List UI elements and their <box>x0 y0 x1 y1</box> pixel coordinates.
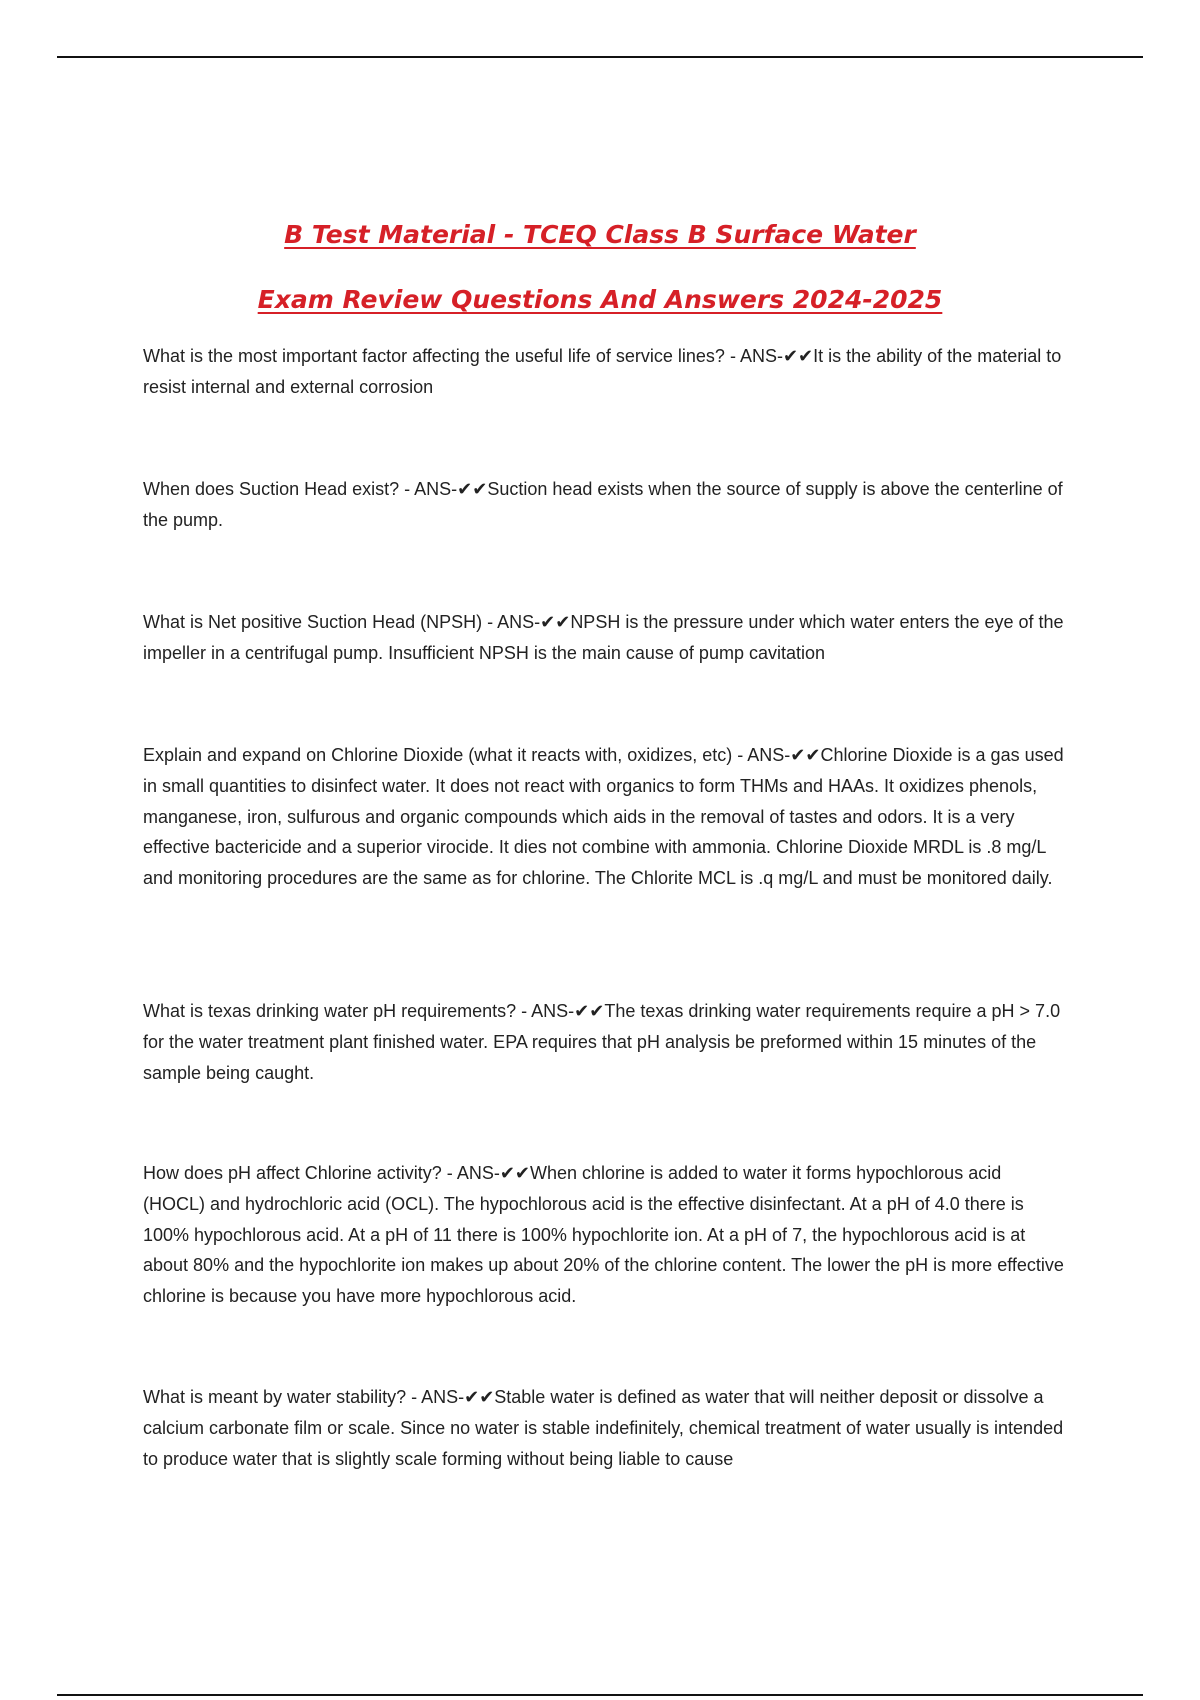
qa-answer: The texas drinking water requirements require a pH > 7.0 for the water treatment plant finished water. EPA requires that pH analysis be preformed within 15 minutes of the sample being caught. <box>143 1001 1061 1083</box>
qa-question: What is meant by water stability? - ANS-✔✔ <box>143 1387 495 1407</box>
qa-question: When does Suction Head exist? - ANS-✔✔ <box>143 479 488 499</box>
qa-answer: Suction head exists when the source of supply is above the centerline of the pump. <box>143 479 1063 530</box>
qa-item-7 <box>143 1382 1068 1474</box>
qa-item-2 <box>143 474 1068 536</box>
qa-item-4 <box>143 740 1068 894</box>
qa-question: How does pH affect Chlorine activity? - ANS-✔✔ <box>143 1163 530 1183</box>
document-title-line-1: B Test Material - TCEQ Class B Surface Water <box>284 220 916 249</box>
qa-answer: Chlorine Dioxide is a gas used in small quantities to disinfect water. It does not react with organics to form THMs and HAAs. It oxidizes phenols, manganese, iron, sulfurous and organic compounds which aids in the removal of tastes and odors. It is a very effective bactericide and a superior virocide. It dies not combine with ammonia. Chlorine Dioxide MRDL is .8 mg/L and monitoring procedures are the same as for chlorine. The Chlorite MCL is .q mg/L and must be monitored daily. <box>143 745 1064 889</box>
qa-question: What is the most important factor affecting the useful life of service lines? - ANS-✔✔ <box>143 346 814 366</box>
top-divider <box>57 56 1143 58</box>
qa-item-5 <box>143 996 1068 1088</box>
qa-answer: When chlorine is added to water it forms hypochlorous acid (HOCL) and hydrochloric acid (OCL). The hypochlorous acid is the effective disinfectant. At a pH of 4.0 there is 100% hypochlorous acid. At a pH of 11 there is 100% hypochlorite ion. At a pH of 7, the hypochlorous acid is at about 80% and the hypochlorite ion makes up about 20% of the chlorine content. The lower the pH is more effective chlorine is because you have more hypochlorous acid. <box>143 1163 1064 1307</box>
qa-answer: It is the ability of the material to resist internal and external corrosion <box>143 346 1062 397</box>
qa-question: Explain and expand on Chlorine Dioxide (what it reacts with, oxidizes, etc) - ANS-✔✔ <box>143 745 821 765</box>
qa-item-3 <box>143 607 1068 669</box>
qa-answer: Stable water is defined as water that will neither deposit or dissolve a calcium carbonate film or scale. Since no water is stable indefinitely, chemical treatment of water usually is intended to produce water that is slightly scale forming without being liable to cause <box>143 1387 1064 1469</box>
qa-item-1 <box>143 341 1068 403</box>
qa-item-6 <box>143 1158 1068 1312</box>
bottom-divider <box>57 1694 1143 1696</box>
document-title-line-2: Exam Review Questions And Answers 2024-2025 <box>257 285 943 314</box>
qa-question: What is Net positive Suction Head (NPSH) - ANS-✔✔ <box>143 612 571 632</box>
qa-question: What is texas drinking water pH requirements? - ANS-✔✔ <box>143 1001 605 1021</box>
qa-answer: NPSH is the pressure under which water enters the eye of the impeller in a centrifugal pump. Insufficient NPSH is the main cause of pump cavitation <box>143 612 1064 663</box>
